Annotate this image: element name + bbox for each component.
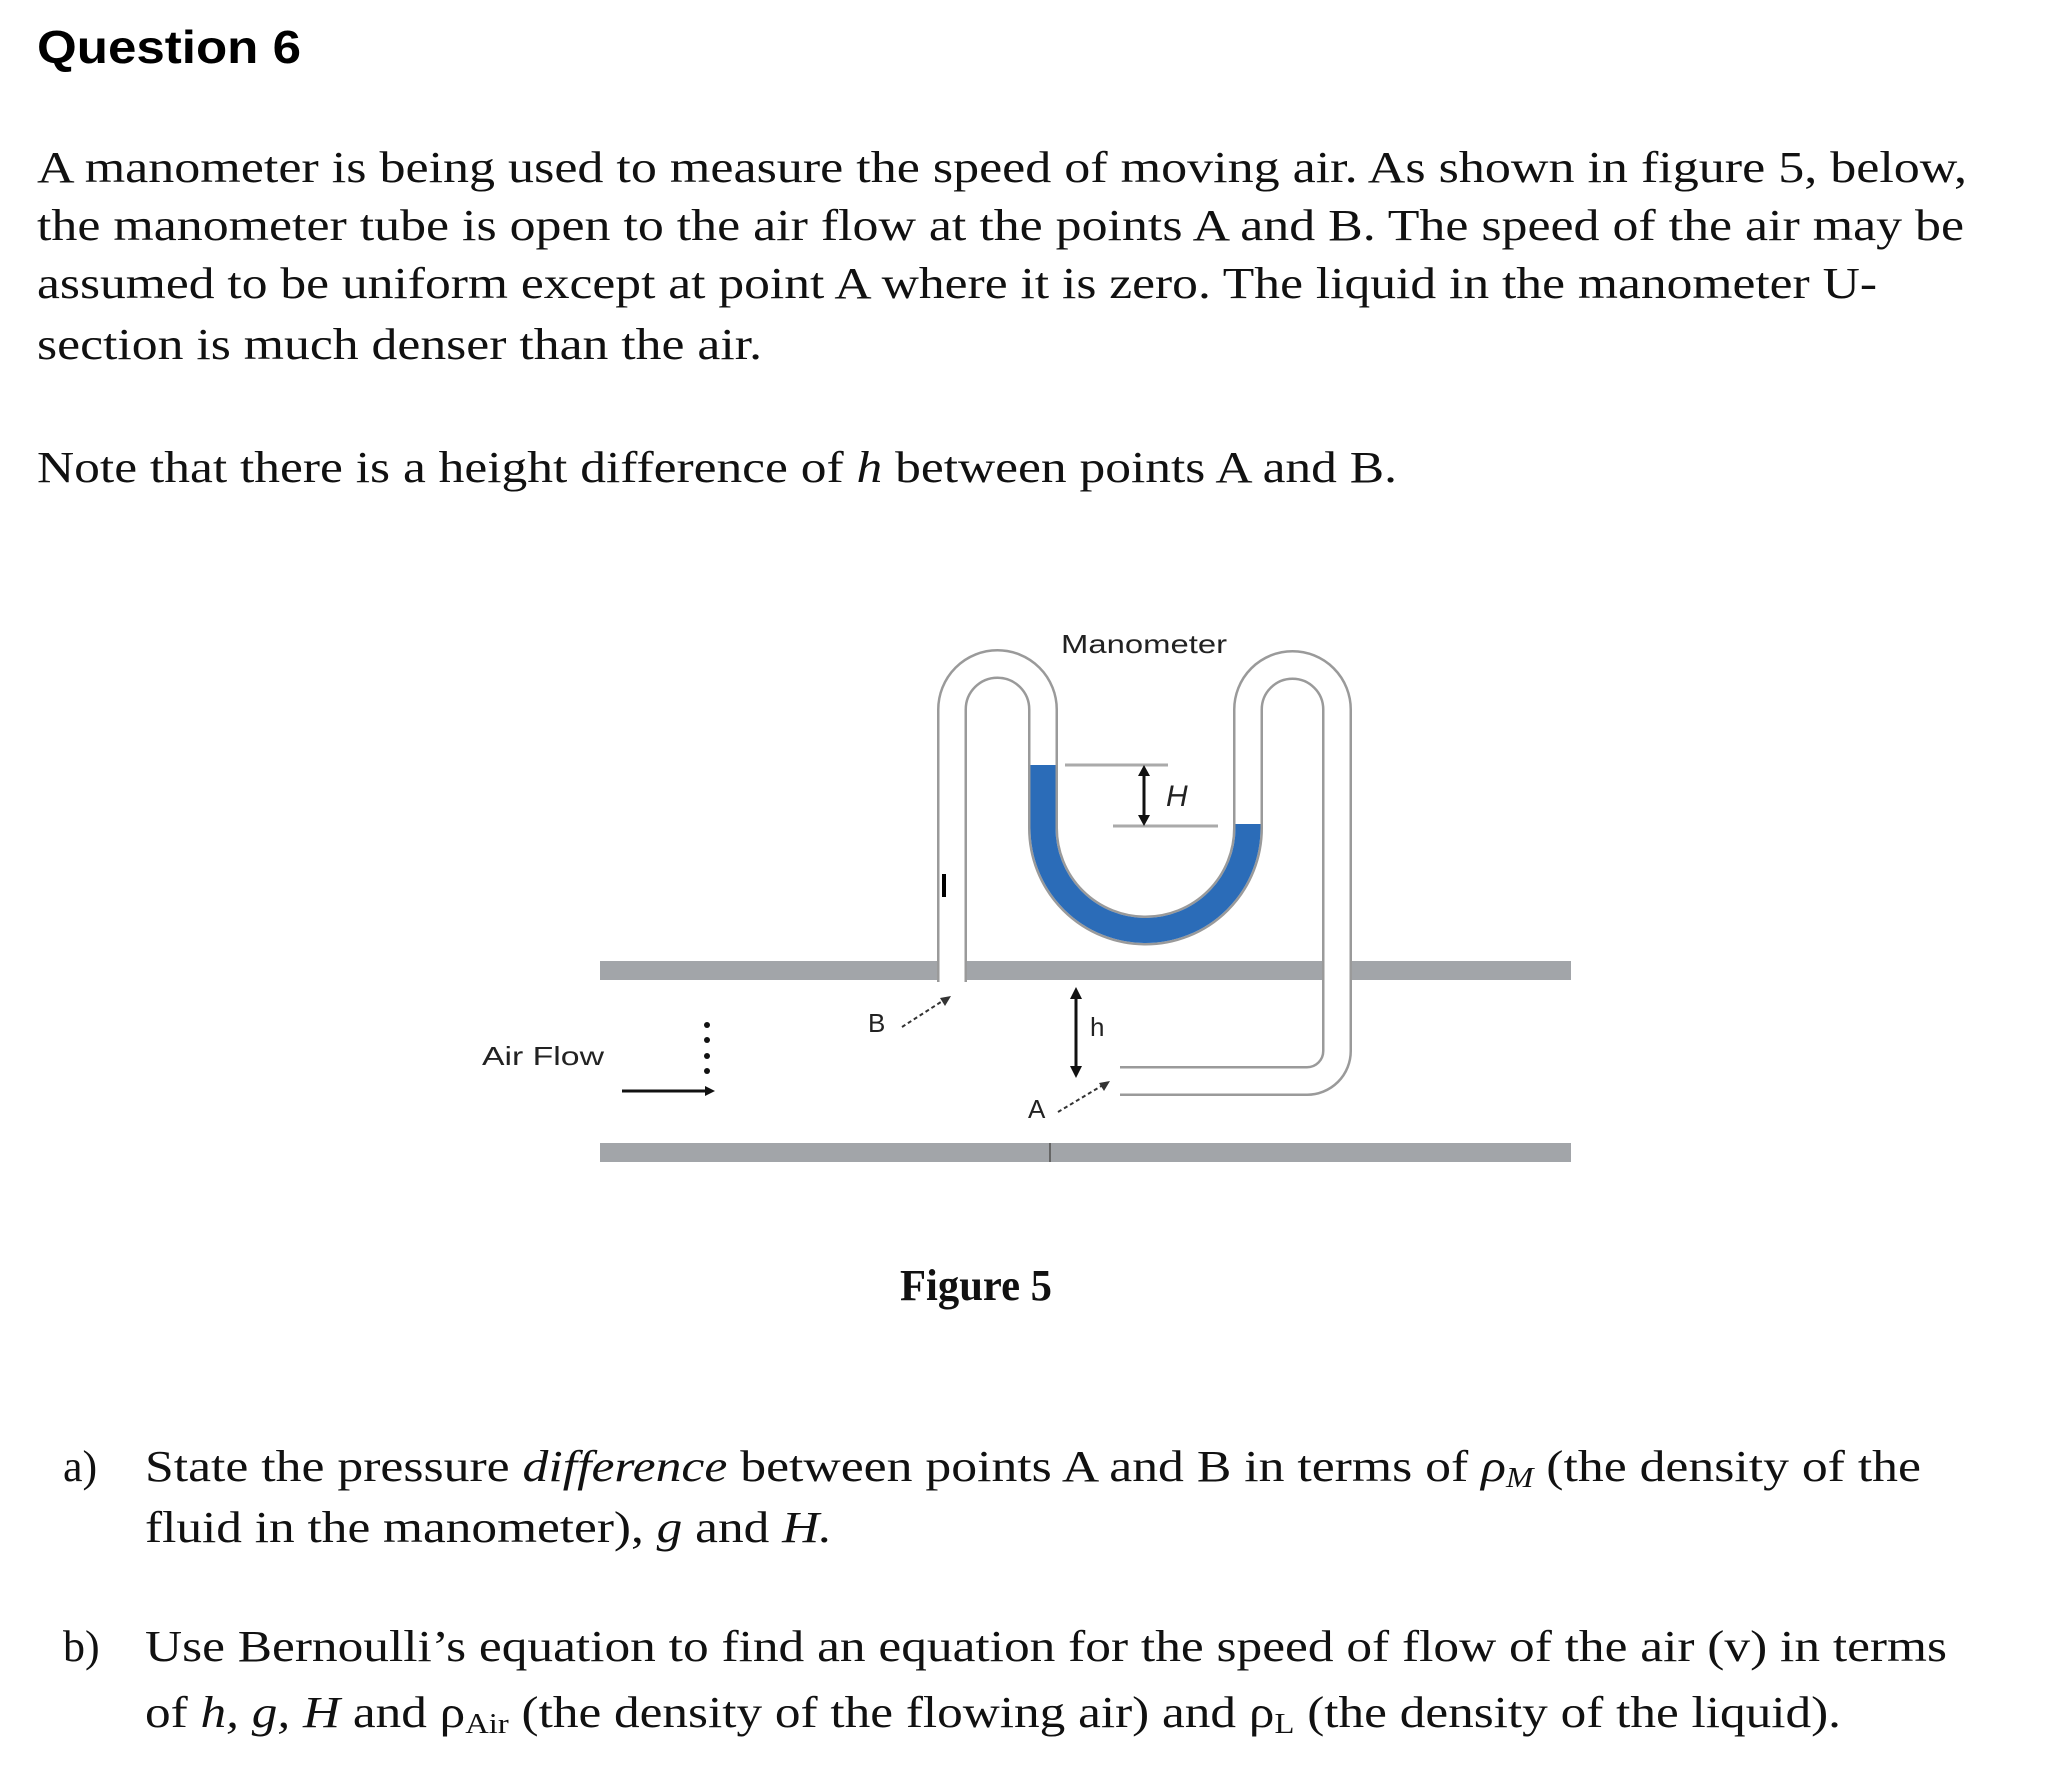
intro-line-2: the manometer tube is open to the air flow at the points A and B. The speed of the air may be bbox=[37, 201, 1964, 250]
intro-line-1: A manometer is being used to measure the speed of moving air. As shown in figure 5, below, bbox=[37, 143, 1967, 192]
question-b-line-1: Use Bernoulli’s equation to find an equation for the speed of flow of the air (v) in terms bbox=[145, 1622, 1947, 1671]
qa-var-g: g bbox=[656, 1503, 679, 1552]
air-flow-label: Air Flow bbox=[482, 1041, 605, 1071]
air-flow-dots bbox=[704, 1022, 710, 1074]
note-var-h: h bbox=[856, 443, 879, 492]
manometer-tube bbox=[952, 664, 1337, 1081]
qa-rho-subscript: M bbox=[1505, 1463, 1530, 1494]
h-label: h bbox=[1090, 1012, 1105, 1042]
qb-rho-symbol: ρ bbox=[1248, 1688, 1271, 1737]
manometer-tube-outline bbox=[952, 664, 1337, 1081]
qb-vars: h, g, H bbox=[200, 1688, 321, 1737]
intro-line-3: assumed to be uniform except at point A where it is zero. The liquid in the manometer U- bbox=[37, 259, 1877, 308]
qa-rho-symbol: ρ bbox=[1481, 1442, 1503, 1491]
point-A-arrow bbox=[1058, 1081, 1110, 1112]
question-a-marker: a) bbox=[63, 1442, 98, 1491]
h-dimension-arrow bbox=[1070, 987, 1082, 1078]
pipe-bottom-wall bbox=[600, 1143, 1571, 1162]
H-label: H bbox=[1166, 780, 1188, 813]
question-b-line-2 bbox=[145, 1688, 1841, 1740]
qa-text: between points A and B in terms of bbox=[727, 1442, 1369, 1491]
question-a-line-2 bbox=[145, 1503, 832, 1552]
figure-caption: Figure 5 bbox=[900, 1261, 1052, 1310]
question-title: Question 6 bbox=[37, 21, 301, 73]
qa-var-H: H. bbox=[782, 1503, 825, 1552]
figure-5-diagram bbox=[482, 629, 1571, 1162]
qb-rho-symbol: ρ bbox=[439, 1688, 462, 1737]
qb-text: of bbox=[145, 1688, 193, 1737]
manometer-label: Manometer bbox=[1061, 629, 1228, 659]
qb-rho-l-subscript: L bbox=[1274, 1709, 1292, 1740]
point-B-label: B bbox=[868, 1008, 886, 1038]
qa-emphasis: difference bbox=[522, 1442, 697, 1491]
qb-text: (the density of the liquid). bbox=[1294, 1688, 1764, 1737]
question-a-line-1 bbox=[145, 1442, 1921, 1494]
note-text-before: Note that there is a height difference of bbox=[37, 443, 738, 492]
qa-text: State the pressure bbox=[145, 1442, 467, 1491]
note-line bbox=[37, 443, 1397, 492]
point-A-label: A bbox=[1028, 1094, 1046, 1124]
H-dimension-arrow bbox=[1138, 765, 1150, 826]
question-b-marker: b) bbox=[63, 1622, 100, 1671]
qb-text: (the density of the flowing air) and bbox=[508, 1688, 1145, 1737]
point-B-arrow bbox=[902, 996, 951, 1027]
note-text-after: between points A and B. bbox=[882, 443, 1323, 492]
qa-text: and bbox=[682, 1503, 768, 1552]
air-flow-arrow-icon bbox=[622, 1086, 715, 1096]
intro-line-4: section is much denser than the air. bbox=[37, 320, 762, 369]
pipe-top-wall bbox=[600, 961, 1571, 980]
qb-rho-air-subscript: Air bbox=[465, 1709, 503, 1740]
qa-text: (the density of the bbox=[1533, 1442, 1864, 1491]
qa-text: fluid in the manometer), bbox=[145, 1503, 584, 1552]
qb-text: and bbox=[340, 1688, 426, 1737]
